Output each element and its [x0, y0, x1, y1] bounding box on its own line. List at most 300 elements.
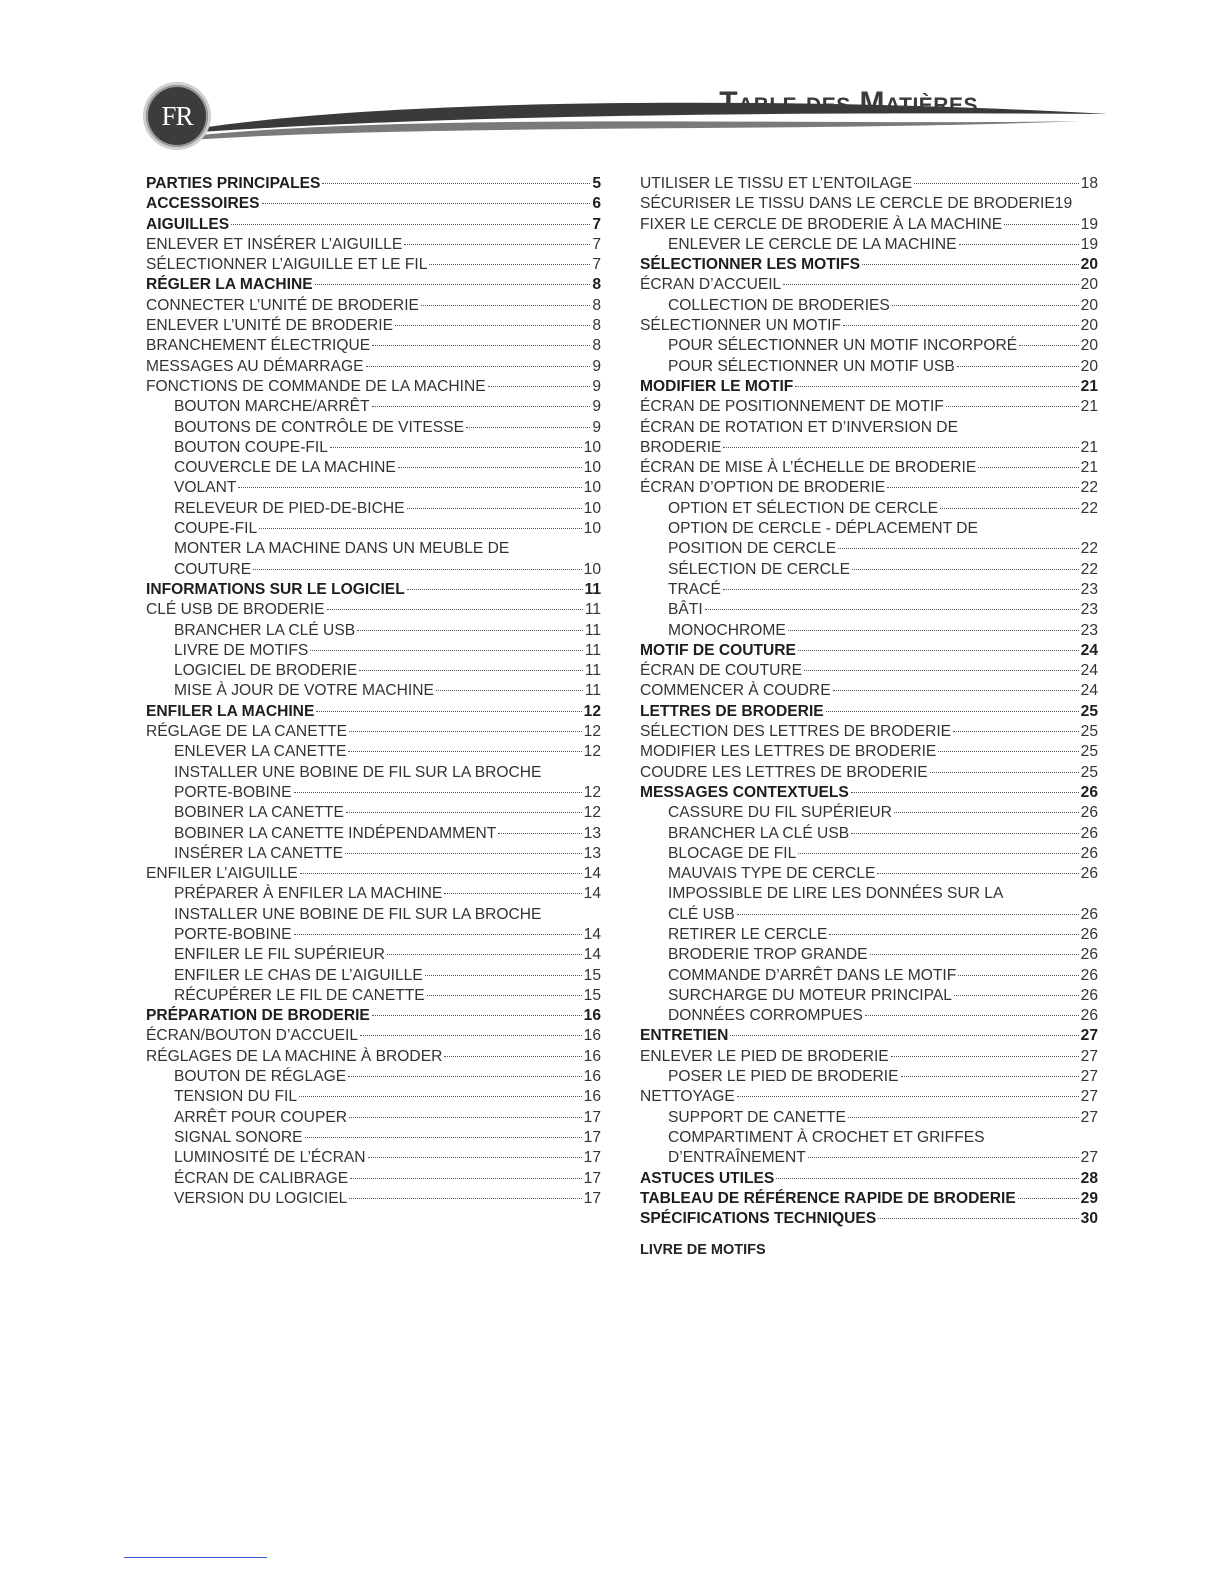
toc-entry[interactable] [640, 884, 1098, 904]
toc-entry-page: 21 [1080, 438, 1098, 456]
toc-entry-page: 9 [592, 398, 601, 416]
toc-entry-title: ENLEVER ET INSÉRER L’AIGUILLE [146, 235, 403, 253]
toc-dot-leader [427, 994, 582, 996]
toc-entry[interactable] [640, 702, 1098, 722]
toc-entry[interactable] [146, 641, 601, 661]
toc-entry-page: 22 [1080, 479, 1098, 497]
toc-entry[interactable] [146, 539, 601, 559]
toc-entry-title: MONTER LA MACHINE DANS UN MEUBLE DE [174, 540, 510, 558]
toc-entry-page: 9 [592, 418, 601, 436]
language-badge: FR [146, 85, 208, 147]
toc-entry[interactable] [146, 1189, 601, 1209]
toc-entry[interactable] [146, 702, 601, 722]
toc-entry[interactable] [146, 458, 601, 478]
toc-entry-title: ÉCRAN DE MISE À L’ÉCHELLE DE BRODERIE [640, 459, 977, 477]
toc-entry-page: 8 [592, 276, 601, 294]
toc-entry-page: 14 [583, 946, 601, 964]
toc-dot-leader [798, 649, 1079, 651]
toc-entry-title: RÉGLAGES DE LA MACHINE À BRODER [146, 1047, 443, 1065]
toc-entry[interactable] [640, 1148, 1098, 1168]
toc-dot-leader [862, 263, 1079, 265]
toc-entry-title: COMMENCER À COUDRE [640, 682, 831, 700]
toc-entry[interactable] [146, 803, 601, 823]
toc-dot-leader [878, 1217, 1078, 1219]
toc-entry-title: ENLEVER LA CANETTE [174, 743, 347, 761]
toc-dot-leader [957, 365, 1079, 367]
toc-entry[interactable] [146, 783, 601, 803]
toc-entry-title: PRÉPARER À ENFILER LA MACHINE [174, 885, 443, 903]
toc-entry[interactable] [146, 1108, 601, 1128]
toc-entry-page: 23 [1080, 580, 1098, 598]
toc-entry-page: 7 [592, 235, 601, 253]
toc-entry-title: ENTRETIEN [640, 1027, 729, 1045]
toc-entry[interactable] [146, 357, 601, 377]
toc-entry[interactable] [640, 377, 1098, 397]
toc-entry-title: TABLEAU DE RÉFÉRENCE RAPIDE DE BRODERIE [640, 1189, 1016, 1207]
toc-entry[interactable] [146, 560, 601, 580]
toc-entry-page: 25 [1080, 743, 1098, 761]
toc-dot-leader [407, 588, 583, 590]
toc-entry-page: 28 [1080, 1169, 1098, 1187]
toc-entry-page: 23 [1080, 621, 1098, 639]
toc-entry[interactable] [146, 418, 601, 438]
toc-entry-title: ENFILER L’AIGUILLE [146, 865, 298, 883]
toc-entry-title: PARTIES PRINCIPALES [146, 175, 321, 192]
toc-entry[interactable] [146, 600, 601, 620]
toc-entry[interactable] [640, 661, 1098, 681]
toc-entry-title: MAUVAIS TYPE DE CERCLE [668, 865, 876, 883]
toc-entry[interactable] [640, 641, 1098, 661]
toc-entry-title: IMPOSSIBLE DE LIRE LES DONNÉES SUR LA [668, 885, 1004, 903]
toc-entry[interactable] [640, 397, 1098, 417]
toc-entry-title: CLÉ USB [668, 905, 735, 923]
toc-entry[interactable] [640, 316, 1098, 336]
toc-entry[interactable] [640, 235, 1098, 255]
toc-entry[interactable] [640, 864, 1098, 884]
toc-entry-title: RETIRER LE CERCLE [668, 925, 828, 943]
toc-entry[interactable] [640, 275, 1098, 295]
toc-entry-title: CONNECTER L’UNITÉ DE BRODERIE [146, 296, 419, 314]
toc-entry[interactable] [146, 905, 601, 925]
toc-entry[interactable] [640, 580, 1098, 600]
toc-entry[interactable] [640, 966, 1098, 986]
toc-dot-leader [838, 547, 1079, 549]
toc-entry-page: 14 [583, 885, 601, 903]
toc-dot-leader [372, 1014, 582, 1016]
toc-entry-title: LOGICIEL DE BRODERIE [174, 662, 358, 680]
toc-entry-title: MESSAGES CONTEXTUELS [640, 783, 849, 801]
toc-dot-leader [357, 629, 583, 631]
toc-entry-page: 26 [1080, 865, 1098, 883]
toc-dot-leader [330, 446, 582, 448]
toc-entry[interactable] [146, 742, 601, 762]
toc-entry[interactable] [146, 1148, 601, 1168]
toc-entry[interactable] [640, 1047, 1098, 1067]
toc-entry[interactable] [640, 824, 1098, 844]
toc-dot-leader [737, 913, 1079, 915]
toc-entry[interactable] [146, 1128, 601, 1148]
toc-entry-page: 14 [583, 925, 601, 943]
toc-entry-page: 12 [583, 804, 601, 822]
toc-entry-title: SÉLECTIONNER L’AIGUILLE ET LE FIL [146, 256, 428, 274]
toc-entry-title: DONNÉES CORROMPUES [668, 1007, 863, 1025]
toc-entry-title: ENLEVER L’UNITÉ DE BRODERIE [146, 317, 393, 335]
toc-entry-page: 15 [583, 986, 601, 1004]
toc-entry-page: 11 [584, 621, 601, 639]
toc-entry[interactable] [146, 296, 601, 316]
toc-dot-leader [958, 974, 1078, 976]
toc-entry[interactable] [640, 844, 1098, 864]
toc-entry-title: BOUTON MARCHE/ARRÊT [174, 398, 370, 416]
toc-dot-leader [466, 426, 590, 428]
toc-entry[interactable] [146, 174, 601, 194]
toc-entry-title: MONOCHROME [668, 621, 786, 639]
toc-dot-leader [848, 1116, 1079, 1118]
toc-entry-page: 16 [583, 1027, 601, 1045]
toc-dot-leader [870, 953, 1079, 955]
toc-entry[interactable] [146, 397, 601, 417]
toc-entry-title: ACCESSOIRES [146, 195, 260, 213]
toc-entry[interactable] [640, 336, 1098, 356]
toc-entry-page: 26 [1080, 946, 1098, 964]
toc-entry[interactable] [640, 1087, 1098, 1107]
toc-entry[interactable] [640, 357, 1098, 377]
toc-entry-title: COMPARTIMENT À CROCHET ET GRIFFES [668, 1128, 985, 1146]
toc-entry-title: ENLEVER LE CERCLE DE LA MACHINE [668, 235, 957, 253]
toc-entry-title: ÉCRAN DE ROTATION ET D’INVERSION DE [640, 418, 958, 436]
toc-entry[interactable] [146, 722, 601, 742]
toc-entry[interactable] [146, 377, 601, 397]
toc-dot-leader [892, 304, 1079, 306]
toc-dot-leader [783, 283, 1078, 285]
toc-entry-page: 26 [1080, 925, 1098, 943]
toc-dot-leader [436, 689, 583, 691]
toc-entry[interactable] [640, 255, 1098, 275]
toc-entry[interactable] [640, 1189, 1098, 1209]
toc-entry-title: RÉGLER LA MACHINE [146, 276, 313, 294]
toc-entry[interactable] [640, 1209, 1098, 1229]
toc-entry-page: 12 [583, 723, 601, 741]
toc-entry[interactable] [640, 438, 1098, 458]
toc-entry[interactable] [146, 1047, 601, 1067]
toc-dot-leader [407, 507, 582, 509]
toc-entry-title: BRODERIE [640, 438, 722, 456]
toc-dot-leader [348, 750, 581, 752]
toc-dot-leader [804, 669, 1079, 671]
toc-entry-page: 25 [1080, 702, 1098, 720]
toc-dot-leader [387, 953, 582, 955]
toc-entry[interactable] [640, 803, 1098, 823]
toc-entry-page: 15 [583, 966, 601, 984]
page-title: Table des Matières [719, 86, 978, 119]
toc-dot-leader [894, 811, 1079, 813]
toc-entry-page: 20 [1080, 317, 1098, 335]
toc-entry[interactable] [146, 986, 601, 1006]
toc-entry[interactable] [640, 986, 1098, 1006]
toc-entry[interactable] [146, 824, 601, 844]
toc-entry-page: 27 [1080, 1027, 1098, 1045]
toc-entry-title: ASTUCES UTILES [640, 1169, 775, 1187]
footer-link-underline[interactable] [124, 1557, 267, 1558]
toc-entry-title: COUVERCLE DE LA MACHINE [174, 459, 396, 477]
toc-entry-page: 11 [584, 580, 601, 598]
toc-entry-title: BRODERIE TROP GRANDE [668, 946, 868, 964]
toc-dot-leader [310, 649, 583, 651]
toc-dot-leader [349, 1116, 582, 1118]
toc-entry[interactable] [146, 235, 601, 255]
toc-entry-page: 10 [583, 499, 601, 517]
toc-entry[interactable] [146, 316, 601, 336]
toc-entry[interactable] [640, 763, 1098, 783]
toc-entry-title: SURCHARGE DU MOTEUR PRINCIPAL [668, 986, 952, 1004]
toc-entry-title: ÉCRAN D’OPTION DE BRODERIE [640, 479, 886, 497]
toc-entry-page: 26 [1080, 804, 1098, 822]
toc-dot-leader [887, 486, 1078, 488]
toc-entry[interactable] [640, 742, 1098, 762]
toc-dot-leader [865, 1014, 1079, 1016]
toc-entry[interactable] [146, 884, 601, 904]
toc-entry[interactable] [146, 255, 601, 275]
toc-entry[interactable] [146, 1169, 601, 1189]
toc-entry-title: ARRÊT POUR COUPER [174, 1108, 348, 1126]
toc-dot-leader [259, 527, 581, 529]
toc-dot-leader [808, 1156, 1079, 1158]
toc-entry[interactable] [146, 438, 601, 458]
toc-entry[interactable] [640, 560, 1098, 580]
toc-entry-page: 9 [592, 357, 601, 375]
toc-entry-page: 17 [583, 1149, 601, 1167]
toc-entry[interactable] [146, 621, 601, 641]
toc-dot-leader [368, 1156, 582, 1158]
toc-entry-title: SIGNAL SONORE [174, 1128, 303, 1146]
toc-dot-leader [795, 385, 1078, 387]
toc-entry-page: 13 [583, 824, 601, 842]
toc-entry[interactable] [640, 478, 1098, 498]
toc-entry[interactable] [640, 418, 1098, 438]
toc-dot-leader [1018, 1197, 1079, 1199]
toc-entry-page: 26 [1080, 966, 1098, 984]
toc-entry[interactable] [146, 478, 601, 498]
toc-entry[interactable] [640, 539, 1098, 559]
toc-entry-page: 12 [583, 743, 601, 761]
toc-entry[interactable] [146, 519, 601, 539]
toc-entry-title: PORTE-BOBINE [174, 783, 292, 801]
toc-entry[interactable] [640, 1067, 1098, 1087]
toc-entry-title: POSER LE PIED DE BRODERIE [668, 1068, 899, 1086]
toc-entry-page: 27 [1080, 1149, 1098, 1167]
toc-dot-leader [730, 1034, 1078, 1036]
page-header [0, 0, 1224, 160]
toc-entry[interactable] [640, 621, 1098, 641]
toc-entry-page: 6 [592, 195, 601, 213]
toc-dot-leader [359, 669, 583, 671]
toc-entry-page: 21 [1080, 398, 1098, 416]
toc-entry-page: 11 [584, 662, 601, 680]
toc-dot-leader [852, 568, 1079, 570]
toc-entry[interactable] [146, 681, 601, 701]
toc-dot-leader [723, 588, 1079, 590]
toc-dot-leader [238, 486, 581, 488]
toc-entry-page: 18 [1080, 175, 1098, 192]
toc-dot-leader [798, 852, 1078, 854]
toc-entry[interactable] [146, 763, 601, 783]
toc-entry-page: 7 [592, 256, 601, 274]
toc-entry[interactable] [640, 925, 1098, 945]
toc-entry[interactable] [640, 1006, 1098, 1026]
toc-dot-leader [372, 405, 591, 407]
toc-entry[interactable] [146, 275, 601, 295]
toc-entry[interactable] [640, 783, 1098, 803]
toc-entry-title: COUTURE [174, 560, 252, 578]
toc-entry[interactable] [146, 925, 601, 945]
toc-dot-leader [737, 1095, 1079, 1097]
toc-entry-title: UTILISER LE TISSU ET L’ENTOILAGE [640, 175, 913, 192]
toc-entry-page: 9 [592, 377, 601, 395]
toc-dot-leader [914, 182, 1079, 184]
toc-entry-title: BOUTON DE RÉGLAGE [174, 1068, 347, 1086]
toc-entry[interactable] [146, 661, 601, 681]
toc-entry-title: BOUTONS DE CONTRÔLE DE VITESSE [174, 418, 464, 436]
toc-entry-title: INFORMATIONS SUR LE LOGICIEL [146, 580, 405, 598]
toc-entry-page: 27 [1080, 1047, 1098, 1065]
toc-entry[interactable] [640, 1128, 1098, 1148]
toc-entry[interactable] [640, 681, 1098, 701]
toc-entry[interactable] [146, 966, 601, 986]
toc-entry[interactable] [146, 1087, 601, 1107]
toc-entry[interactable] [640, 296, 1098, 316]
toc-entry-title: ÉCRAN DE COUTURE [640, 662, 803, 680]
toc-entry-title: ÉCRAN/BOUTON D’ACCUEIL [146, 1027, 358, 1045]
toc-entry-page: 10 [583, 459, 601, 477]
toc-entry[interactable] [146, 1006, 601, 1026]
toc-entry-title: BRANCHER LA CLÉ USB [668, 824, 850, 842]
toc-dot-leader [833, 689, 1079, 691]
toc-entry-page: 10 [583, 438, 601, 456]
toc-dot-leader [294, 791, 582, 793]
toc-entry-page: 22 [1080, 540, 1098, 558]
toc-entry[interactable] [640, 458, 1098, 478]
toc-entry-title: RÉGLAGE DE LA CANETTE [146, 723, 348, 741]
toc-entry-page: 11 [584, 601, 601, 619]
toc-dot-leader [360, 1034, 582, 1036]
toc-entry-page: 29 [1080, 1189, 1098, 1207]
toc-entry[interactable] [640, 1026, 1098, 1046]
toc-entry[interactable] [640, 1169, 1098, 1189]
toc-dot-leader [300, 872, 582, 874]
toc-entry[interactable] [146, 864, 601, 884]
toc-entry-page: 24 [1080, 641, 1098, 659]
toc-entry-page: 19 [1080, 215, 1098, 233]
toc-entry-title: BRANCHER LA CLÉ USB [174, 621, 356, 639]
toc-dot-leader [959, 243, 1079, 245]
toc-entry[interactable] [640, 519, 1098, 539]
toc-entry-page: 17 [583, 1128, 601, 1146]
toc-dot-leader [1004, 223, 1078, 225]
toc-entry-title: SÉLECTION DE CERCLE [668, 560, 850, 578]
toc-entry[interactable] [640, 215, 1098, 235]
toc-entry[interactable] [146, 1026, 601, 1046]
toc-entry[interactable] [640, 905, 1098, 925]
toc-entry-title: MOTIF DE COUTURE [640, 641, 796, 659]
toc-entry-title: INSTALLER UNE BOBINE DE FIL SUR LA BROCHE [174, 905, 542, 923]
toc-entry[interactable] [640, 945, 1098, 965]
toc-entry-page: 26 [1080, 1007, 1098, 1025]
toc-entry[interactable] [640, 174, 1098, 194]
toc-dot-leader [425, 974, 582, 976]
toc-dot-leader [705, 608, 1079, 610]
toc-entry-title: D’ENTRAÎNEMENT [668, 1149, 806, 1167]
toc-entry-page: 5 [592, 175, 601, 192]
toc-entry-page: 16 [583, 1047, 601, 1065]
toc-entry-title: LUMINOSITÉ DE L’ÉCRAN [174, 1149, 366, 1167]
toc-entry-title: ÉCRAN D’ACCUEIL [640, 276, 782, 294]
toc-dot-leader [253, 568, 582, 570]
toc-entry-page: 17 [583, 1108, 601, 1126]
toc-entry-title: TENSION DU FIL [174, 1088, 298, 1106]
toc-column-left [146, 174, 601, 1209]
toc-entry[interactable] [640, 600, 1098, 620]
toc-entry[interactable] [146, 844, 601, 864]
toc-entry[interactable] [640, 194, 1098, 214]
toc-dot-leader [891, 1055, 1079, 1057]
toc-entry-page: 12 [583, 783, 601, 801]
toc-entry-page: 30 [1080, 1210, 1098, 1228]
toc-dot-leader [444, 1055, 581, 1057]
toc-dot-leader [348, 1075, 581, 1077]
toc-entry-page: 20 [1080, 337, 1098, 355]
toc-entry-page: 23 [1080, 601, 1098, 619]
toc-entry-page: 25 [1080, 723, 1098, 741]
toc-entry-page: 26 [1080, 986, 1098, 1004]
toc-dot-leader [346, 811, 582, 813]
toc-dot-leader [488, 385, 591, 387]
toc-dot-leader [294, 933, 582, 935]
toc-entry[interactable] [146, 194, 601, 214]
toc-entry-title: ENLEVER LE PIED DE BRODERIE [640, 1047, 889, 1065]
toc-entry-title: SÉLECTIONNER LES MOTIFS [640, 256, 861, 274]
toc-dot-leader [299, 1095, 582, 1097]
toc-entry-page: 7 [592, 215, 601, 233]
toc-entry-title: COMMANDE D’ARRÊT DANS LE MOTIF [668, 966, 957, 984]
toc-entry[interactable] [146, 1067, 601, 1087]
toc-entry[interactable] [146, 336, 601, 356]
toc-entry-title: MESSAGES AU DÉMARRAGE [146, 357, 364, 375]
toc-entry-title: CASSURE DU FIL SUPÉRIEUR [668, 804, 892, 822]
toc-dot-leader [953, 730, 1079, 732]
pattern-book-label: LIVRE DE MOTIFS [640, 1242, 766, 1258]
toc-entry-title: VOLANT [174, 479, 237, 497]
toc-dot-leader [826, 710, 1079, 712]
toc-entry[interactable] [146, 499, 601, 519]
toc-entry[interactable] [640, 722, 1098, 742]
toc-entry-title: BLOCAGE DE FIL [668, 844, 797, 862]
toc-entry-title: VERSION DU LOGICIEL [174, 1189, 348, 1207]
toc-entry-page: 11 [584, 682, 601, 700]
toc-entry[interactable] [640, 1108, 1098, 1128]
toc-entry-page: 8 [592, 296, 601, 314]
toc-column-right [640, 174, 1098, 1229]
toc-entry[interactable] [146, 580, 601, 600]
toc-entry[interactable] [640, 499, 1098, 519]
toc-entry[interactable] [146, 945, 601, 965]
toc-entry-title: LETTRES DE BRODERIE [640, 702, 824, 720]
toc-entry-title: MODIFIER LE MOTIF [640, 377, 794, 395]
toc-dot-leader [316, 710, 581, 712]
toc-dot-leader [262, 202, 591, 204]
toc-entry[interactable] [146, 215, 601, 235]
toc-entry-page: 14 [583, 865, 601, 883]
toc-entry-page: 10 [583, 520, 601, 538]
